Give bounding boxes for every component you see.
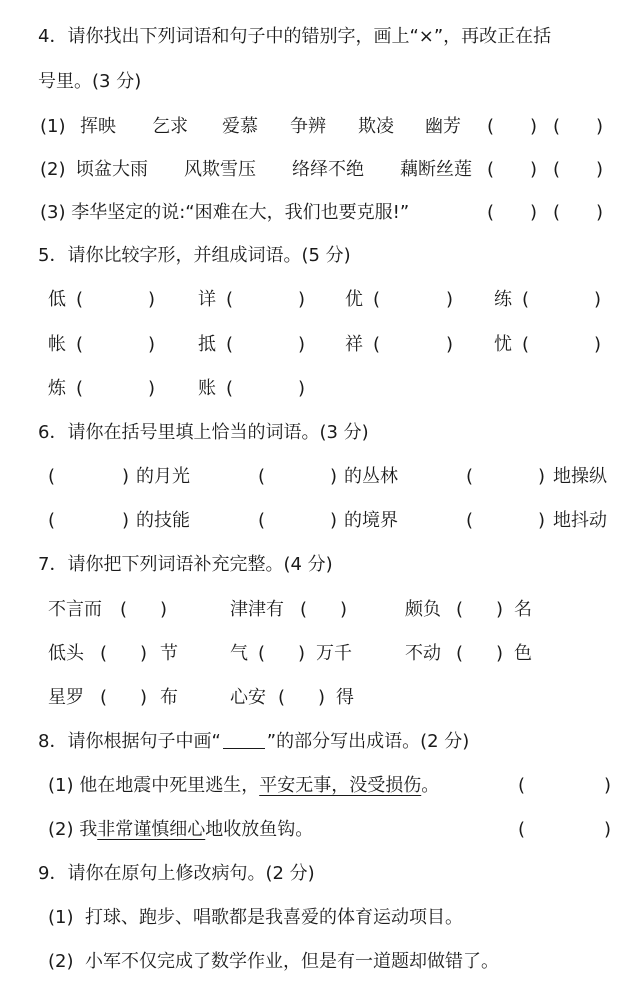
q5-char-3: 优 xyxy=(345,289,363,310)
q5-title: 5．请你比较字形，并组成词语。(5 分) xyxy=(38,245,351,266)
q7-row-3 xyxy=(0,683,640,713)
q7-item3-close: ) xyxy=(496,599,504,620)
q8-row-1 xyxy=(0,771,640,801)
q7-item1-open: ( xyxy=(120,599,128,620)
q6-item-4: 的技能 xyxy=(136,510,190,531)
q7-item5-pre: 气 xyxy=(230,643,248,664)
q9-row-2 xyxy=(0,947,640,977)
q8-title-pre: 8．请你根据句子中画“ xyxy=(38,731,221,752)
q5-close-7: ) xyxy=(446,334,454,355)
q7-title: 7．请你把下列词语补充完整。(4 分) xyxy=(38,554,333,575)
q8-row1-close[interactable]: ) xyxy=(604,775,612,796)
q7-item2-pre: 津津有 xyxy=(230,599,284,620)
q6-item-3: 地操纵 xyxy=(553,466,607,487)
q5-open-9: ( xyxy=(76,378,84,399)
q8-row1-underlined: 平安无事，没受损伤 xyxy=(259,775,422,796)
q7-item8-open: ( xyxy=(278,687,286,708)
q6-title-line xyxy=(0,418,640,448)
q5-close-3: ) xyxy=(446,289,454,310)
q6-open-4: ( xyxy=(48,510,56,531)
q6-close-3: ) xyxy=(538,466,546,487)
q5-open-3: ( xyxy=(373,289,381,310)
q8-row1-open[interactable]: ( xyxy=(518,775,526,796)
q8-title-post: ”的部分写出成语。(2 分) xyxy=(266,731,470,752)
q6-row-2 xyxy=(0,506,640,536)
q5-row-1 xyxy=(0,285,640,315)
q4-row1-word-6: 幽芳 xyxy=(425,116,461,137)
q4-title-text-2: 号里。(3 分) xyxy=(38,71,142,92)
q9-title-line xyxy=(0,859,640,889)
q4-row2-num: (2) xyxy=(40,159,66,180)
q4-row1-word-4: 争辨 xyxy=(290,116,326,137)
q5-open-6: ( xyxy=(226,334,234,355)
q7-item7-close: ) xyxy=(140,687,148,708)
q4-title-text-1: 4．请你找出下列词语和句子中的错别字，画上“×”，再改正在括 xyxy=(38,26,552,47)
q4-row3-answer-2[interactable]: ( ) xyxy=(553,202,604,223)
q4-row1-answer-2[interactable]: ( ) xyxy=(553,116,604,137)
q7-item1-close: ) xyxy=(160,599,168,620)
q5-open-8: ( xyxy=(522,334,530,355)
q8-row2-open[interactable]: ( xyxy=(518,819,526,840)
q7-item3-pre: 颇负 xyxy=(405,599,441,620)
q8-row1-post: 。 xyxy=(421,775,440,796)
q7-item1-pre: 不言而 xyxy=(48,599,102,620)
q6-close-1: ) xyxy=(122,466,130,487)
q4-row-1 xyxy=(0,112,640,142)
q8-row2-post: 地收放鱼钩。 xyxy=(205,819,314,840)
q8-row1-pre: (1) 他在地震中死里逃生， xyxy=(48,775,260,796)
q6-item-5: 的境界 xyxy=(344,510,398,531)
q7-item2-close: ) xyxy=(340,599,348,620)
q5-char-5: 帐 xyxy=(48,334,66,355)
q8-title-line xyxy=(0,727,640,757)
q4-row1-word-5: 欺凌 xyxy=(358,116,394,137)
q5-open-2: ( xyxy=(226,289,234,310)
q5-open-5: ( xyxy=(76,334,84,355)
q4-row2-word-4: 藕断丝莲 xyxy=(400,159,472,180)
q5-row-3 xyxy=(0,374,640,404)
q5-close-8: ) xyxy=(594,334,602,355)
q5-char-7: 祥 xyxy=(345,334,363,355)
q7-item8-post: 得 xyxy=(336,687,354,708)
q5-char-1: 低 xyxy=(48,289,66,310)
q5-close-2: ) xyxy=(298,289,306,310)
q7-row-2 xyxy=(0,639,640,669)
q4-row1-num: (1) xyxy=(40,116,66,137)
q5-close-4: ) xyxy=(594,289,602,310)
q7-item3-open: ( xyxy=(456,599,464,620)
q4-row1-answer-1[interactable]: ( ) xyxy=(487,116,538,137)
q7-item5-close: ) xyxy=(298,643,306,664)
q4-row2-word-2: 风欺雪压 xyxy=(184,159,256,180)
q7-item4-pre: 低头 xyxy=(48,643,84,664)
q7-title-line xyxy=(0,550,640,580)
q5-open-1: ( xyxy=(76,289,84,310)
q4-row3-text: (3) 李华坚定的说:“困难在大，我们也要克服!” xyxy=(40,202,410,223)
q7-item5-post: 万千 xyxy=(316,643,352,664)
q6-close-2: ) xyxy=(330,466,338,487)
q6-item-2: 的丛林 xyxy=(344,466,398,487)
q6-open-1: ( xyxy=(48,466,56,487)
q6-item-1: 的月光 xyxy=(136,466,190,487)
q4-row-3 xyxy=(0,198,640,228)
q7-item6-open: ( xyxy=(456,643,464,664)
q7-item4-open: ( xyxy=(100,643,108,664)
q5-char-2: 详 xyxy=(198,289,216,310)
q7-item7-open: ( xyxy=(100,687,108,708)
q7-item6-post: 色 xyxy=(514,643,532,664)
q9-row-1 xyxy=(0,903,640,933)
q4-row2-word-1: 顷盆大雨 xyxy=(76,159,148,180)
q5-open-4: ( xyxy=(522,289,530,310)
q4-row1-word-3: 爱慕 xyxy=(222,116,258,137)
q6-row-1 xyxy=(0,462,640,492)
q7-item6-close: ) xyxy=(496,643,504,664)
q5-char-4: 练 xyxy=(494,289,512,310)
q5-char-9: 炼 xyxy=(48,378,66,399)
q8-row2-underlined: 非常谨慎细心 xyxy=(97,819,206,840)
q8-row2-pre: (2) 我 xyxy=(48,819,98,840)
q5-close-9: ) xyxy=(148,378,156,399)
q6-open-6: ( xyxy=(466,510,474,531)
q7-item5-open: ( xyxy=(258,643,266,664)
q6-open-3: ( xyxy=(466,466,474,487)
q8-row2-close[interactable]: ) xyxy=(604,819,612,840)
q6-close-4: ) xyxy=(122,510,130,531)
q8-row2-sentence xyxy=(48,815,313,845)
q5-open-7: ( xyxy=(373,334,381,355)
q4-row-2 xyxy=(0,155,640,185)
q6-close-5: ) xyxy=(330,510,338,531)
q4-row1-word-2: 乞求 xyxy=(152,116,188,137)
q5-close-1: ) xyxy=(148,289,156,310)
q5-row-2 xyxy=(0,330,640,360)
q7-item2-open: ( xyxy=(300,599,308,620)
q4-row3-answer-1[interactable]: ( ) xyxy=(487,202,538,223)
q9-row2-text: (2) 小军不仅完成了数学作业，但是有一道题却做错了。 xyxy=(48,951,499,972)
q5-close-5: ) xyxy=(148,334,156,355)
q7-item8-close: ) xyxy=(318,687,326,708)
q8-row-2 xyxy=(0,815,640,845)
q4-row2-answer-1[interactable]: ( ) xyxy=(487,159,538,180)
q8-title xyxy=(38,727,469,757)
q6-open-2: ( xyxy=(258,466,266,487)
q7-row-1 xyxy=(0,595,640,625)
q4-title-line1 xyxy=(0,22,640,52)
q7-item6-pre: 不动 xyxy=(405,643,441,664)
q7-item4-post: 节 xyxy=(160,643,178,664)
q5-char-6: 抵 xyxy=(198,334,216,355)
q6-open-5: ( xyxy=(258,510,266,531)
q8-row1-sentence xyxy=(48,771,439,801)
q9-title: 9．请你在原句上修改病句。(2 分) xyxy=(38,863,315,884)
q8-title-blank-line xyxy=(223,730,265,749)
q4-row1-word-1: 挥映 xyxy=(80,116,116,137)
q4-title-line2 xyxy=(0,67,640,97)
q9-row1-text: (1) 打球、跑步、唱歌都是我喜爱的体育运动项目。 xyxy=(48,907,463,928)
q7-item4-close: ) xyxy=(140,643,148,664)
q5-char-10: 账 xyxy=(198,378,216,399)
q6-close-6: ) xyxy=(538,510,546,531)
q5-close-6: ) xyxy=(298,334,306,355)
q5-title-line xyxy=(0,241,640,271)
q7-item7-post: 布 xyxy=(160,687,178,708)
q4-row2-answer-2[interactable]: ( ) xyxy=(553,159,604,180)
q7-item3-post: 名 xyxy=(514,599,532,620)
q4-row2-word-3: 络绎不绝 xyxy=(292,159,364,180)
q7-item8-pre: 心安 xyxy=(230,687,266,708)
q5-open-10: ( xyxy=(226,378,234,399)
q6-title: 6．请你在括号里填上恰当的词语。(3 分) xyxy=(38,422,369,443)
q5-char-8: 忧 xyxy=(494,334,512,355)
q5-close-10: ) xyxy=(298,378,306,399)
q6-item-6: 地抖动 xyxy=(553,510,607,531)
q7-item7-pre: 星罗 xyxy=(48,687,84,708)
